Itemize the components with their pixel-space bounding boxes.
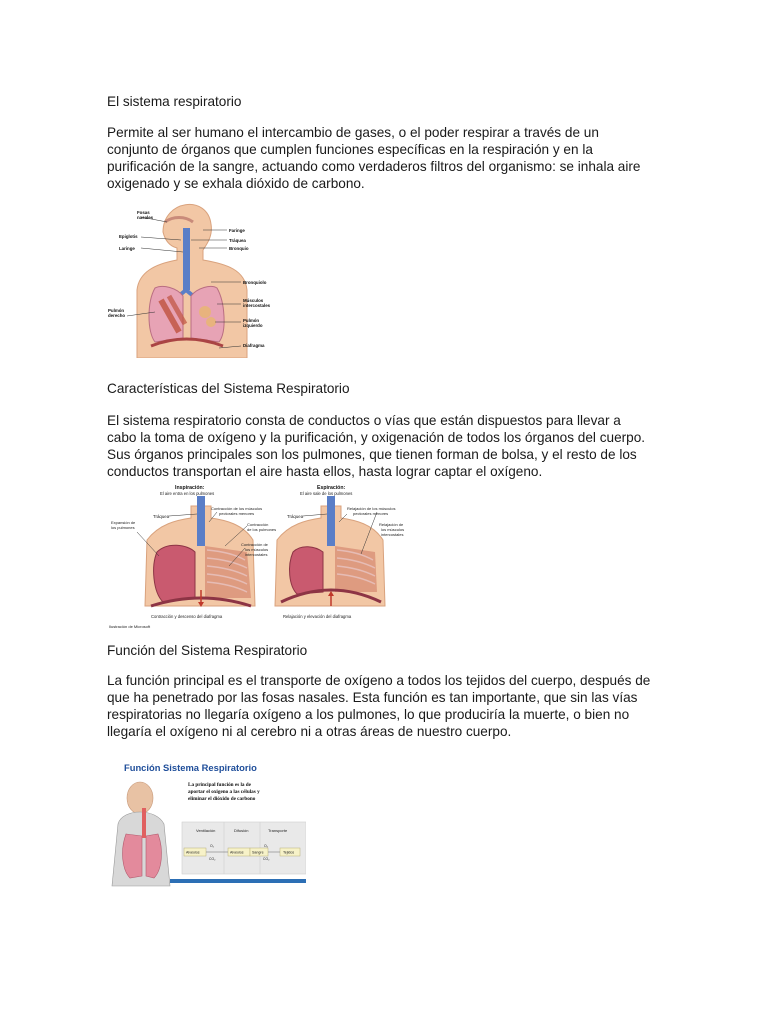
respiratory-anatomy-figure	[107, 192, 279, 358]
box-sangre: Sangre	[252, 850, 264, 855]
label-faringe: Faringe	[229, 228, 245, 233]
label-relajacion-pect-2: pectorales menores	[353, 511, 389, 516]
label-contraccion-pect-1: Contracción de los músculos	[211, 506, 263, 511]
text-line: conductos transportan el aire hasta ellos, hasta lograr captar el oxígeno.	[107, 464, 543, 479]
gas-co2-label: CO₂	[209, 857, 216, 861]
text-line: Sus órganos principales son los pulmones, que tienen forman de bolsa, y el resto de los	[107, 447, 637, 462]
label-pulmon-der-2: derecho	[108, 313, 126, 318]
label-expansion-1: Expansión de	[111, 520, 136, 525]
text-line: respiratorias no llegaría oxígeno a los pulmones, lo que produciría la muerte, o bien no	[107, 707, 630, 722]
label-bronquiolo: Bronquiolo	[243, 280, 267, 285]
label-pulmon-izq-1: Pulmón	[243, 318, 260, 323]
slide-text-line: aportar el oxigeno a las células y	[188, 789, 260, 795]
intro-paragraph	[107, 124, 667, 192]
label-contraccion-pect-2: pectorales menores	[219, 511, 255, 516]
text-line: El sistema respiratorio consta de conductos o vías que están dispuestos para llevar a	[107, 413, 621, 428]
section-heading-characteristics: Características del Sistema Respiratorio	[107, 381, 350, 396]
label-laringe: Laringe	[119, 246, 135, 251]
label-contraccion-inter-3: intercostales	[245, 552, 268, 557]
label-traquea-left: Tráquea	[153, 514, 170, 519]
label-contraccion-pulm-2: de los pulmones	[247, 527, 277, 532]
expiration-subtitle: El aire sale de los pulmones	[300, 491, 353, 496]
illustration-credit: Ilustración de Microsoft	[109, 624, 151, 629]
gas-o2-label: O₂	[210, 844, 214, 848]
label-traquea-right: Tráquea	[287, 514, 304, 519]
label-expansion-2: los pulmones	[111, 525, 135, 530]
label-contraccion-inter-1: Contracción de	[241, 542, 268, 547]
column-ventilacion: Ventilación	[196, 828, 216, 833]
text-line: purificación de la sangre, actuando como verdaderos filtros del organismo: se inhala aire	[107, 159, 641, 174]
text-line: cabo la toma de oxígeno y la purificación, y oxigenación de todos los órganos del cuerpo.	[107, 430, 646, 445]
section-heading-function: Función del Sistema Respiratorio	[107, 643, 308, 658]
text-line: oxigenado y se exhala dióxido de carbono.	[107, 176, 365, 191]
label-contraccion-inter-2: los músculos	[245, 547, 269, 552]
label-relajacion-pect-1: Relajación de los músculos	[347, 506, 396, 511]
label-contraccion-pulm-1: Contracción	[247, 522, 269, 527]
label-relajacion-inter-1: Relajación de	[379, 522, 404, 527]
respiratory-function-slide	[110, 758, 306, 894]
box-alveolos-2: Alvéolos	[230, 850, 244, 855]
section-heading-respiratory-system: El sistema respiratorio	[107, 94, 242, 109]
label-pulmon-der-1: Pulmón	[108, 308, 125, 313]
label-pulmon-izq-2: izquierdo	[243, 323, 263, 328]
label-epiglotis: Epiglotis	[119, 234, 138, 239]
box-alveolos-1: Alvéolos	[186, 850, 200, 855]
expiration-title: Espiración:	[317, 485, 346, 491]
slide-text-line: La principal función es la de	[188, 782, 251, 788]
gas-co2-label: CO₂	[263, 857, 270, 861]
label-nasales: nasales	[137, 215, 154, 220]
slide-title: Función Sistema Respiratorio	[124, 762, 257, 773]
box-tejidos: Tejidos	[283, 850, 295, 855]
label-musculos: Músculos	[243, 298, 264, 303]
column-transporte: Transporte	[268, 828, 288, 833]
function-paragraph	[107, 672, 667, 740]
label-diafragma: Diafragma	[243, 343, 265, 348]
text-line: conjunto de órganos que cumplen funciones específicas en la respiración y en la	[107, 142, 593, 157]
label-traquea: Tráquea	[229, 238, 246, 243]
label-diaphragm-contraction: Contracción y descenso del diafragma	[151, 614, 223, 619]
label-relajacion-inter-3: intercostales	[381, 532, 404, 537]
text-line: La función principal es el transporte de oxígeno a todos los tejidos del cuerpo, después de	[107, 673, 651, 688]
label-relajacion-inter-2: los músculos	[381, 527, 405, 532]
label-bronquio: Bronquio	[229, 246, 249, 251]
breathing-mechanics-figure	[107, 482, 441, 632]
characteristics-paragraph	[107, 412, 667, 480]
text-line: Permite al ser humano el intercambio de gases, o el poder respirar a través de un	[107, 125, 599, 140]
text-line: llegaría el oxígeno ni al cerebro ni a otras áreas de nuestro cuerpo.	[107, 724, 512, 739]
label-diaphragm-relaxation: Relajación y elevación del diafragma	[283, 614, 352, 619]
inspiration-subtitle: El aire entra en los pulmones	[160, 491, 215, 496]
slide-text-line: eliminar el dióxido de carbono	[188, 796, 256, 802]
label-fosas: Fosas	[137, 210, 150, 215]
inspiration-title: Inspiración:	[175, 485, 205, 491]
label-intercostales: intercostales	[243, 303, 271, 308]
gas-o2-label: O₂	[264, 844, 268, 848]
text-line: que ha penetrado por las fosas nasales. Esta función es tan importante, que sin las vías	[107, 690, 638, 705]
column-difusion: Difusión	[234, 828, 249, 833]
